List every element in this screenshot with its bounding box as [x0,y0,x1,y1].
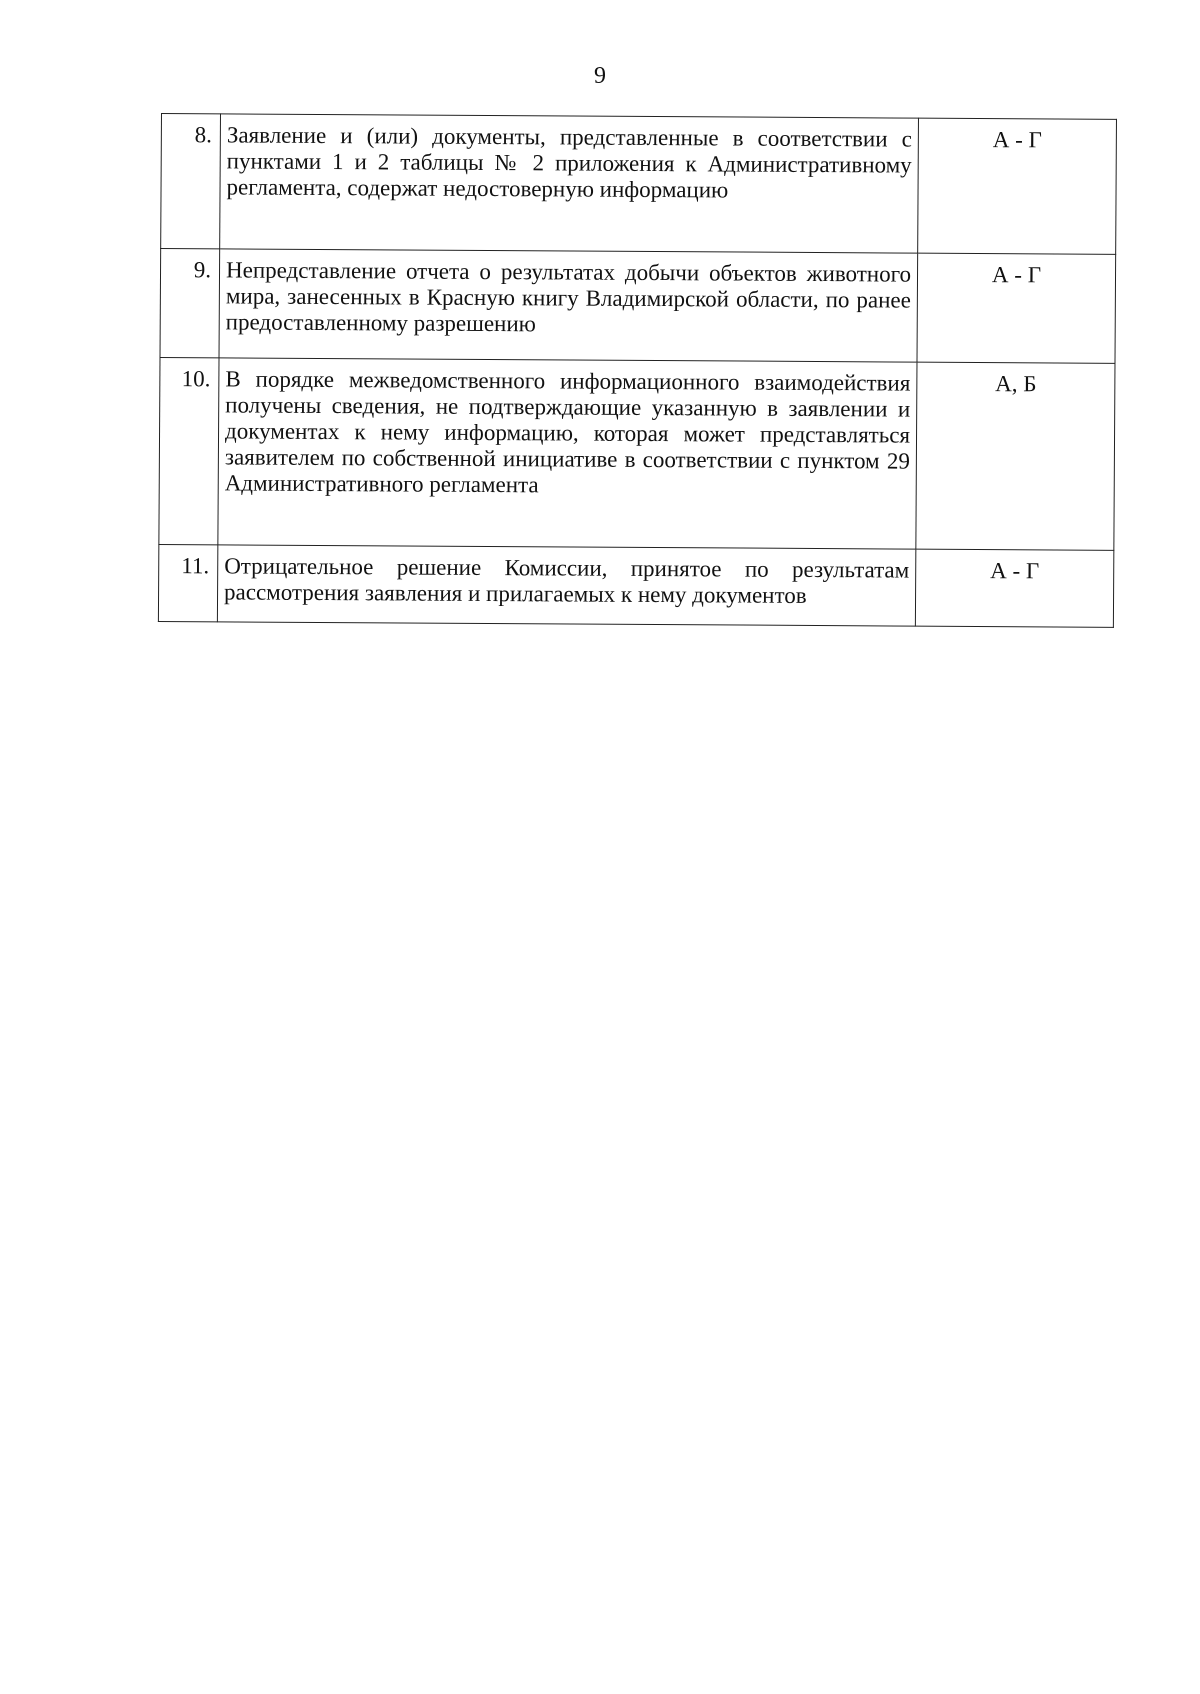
row-text: В порядке межведомственного информационного взаимодействия получены сведения, не подтверждающие указанную в заявлении и документах к нему информацию, которая может представляться заявителем по собственной инициативе в соответствии с пунктом 29 Административного регламента [218,358,917,549]
row-code: А, Б [916,362,1115,550]
row-text: Непредставление отчета о результатах добычи объектов животного мира, занесенных в Красную книгу Владимирской области, по ранее предоставленному разрешению [219,249,918,362]
page-number: 9 [594,63,606,89]
row-number: 8. [161,114,221,249]
table-row [158,544,1113,627]
row-code: А - Г [917,253,1116,363]
row-text: Отрицательное решение Комиссии, принятое по результатам рассмотрения заявления и прилагаемых к нему документов [217,545,915,626]
row-code: А - Г [918,118,1117,254]
table-row [159,357,1115,550]
row-number: 9. [160,249,220,358]
grounds-table [158,113,1117,628]
row-number: 11. [158,544,217,621]
table-row [161,114,1117,255]
table-row [160,249,1116,364]
row-number: 10. [159,357,219,544]
row-code: А - Г [915,549,1113,627]
row-text: Заявление и (или) документы, представленные в соответствии с пунктами 1 и 2 таблицы № 2 приложения к Административному регламента, содержат недостоверную информацию [220,114,919,253]
